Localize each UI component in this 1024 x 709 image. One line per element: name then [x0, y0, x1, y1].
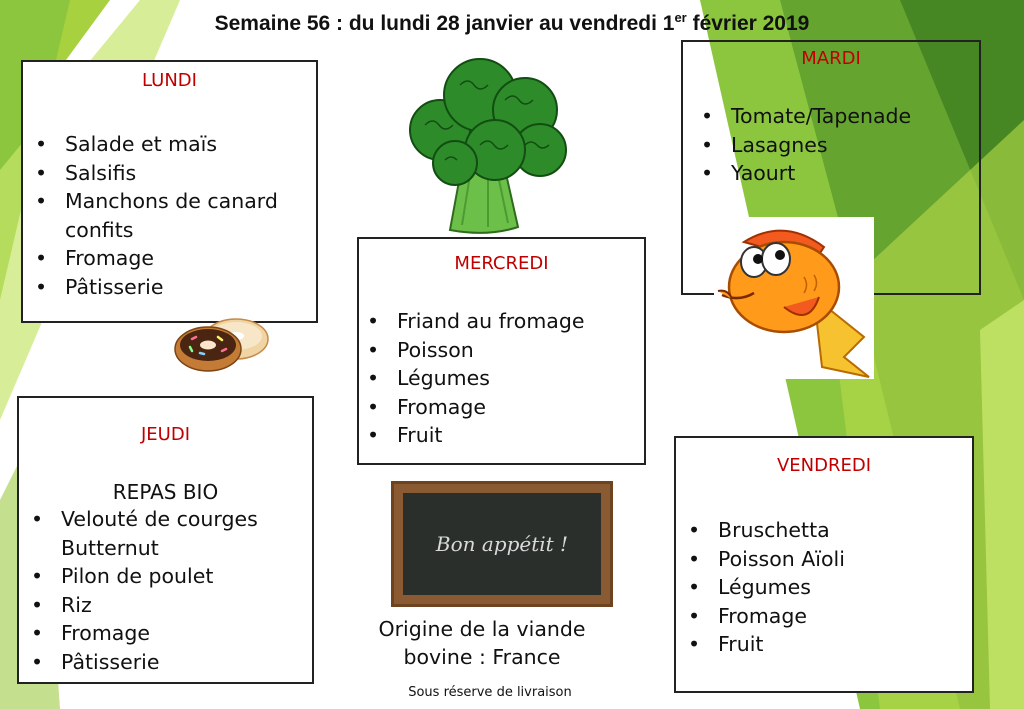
- blackboard-text: Bon appétit !: [403, 493, 601, 595]
- list-item: • Friand au fromage: [361, 307, 641, 336]
- list-item: • Poisson Aïoli: [682, 545, 962, 574]
- blackboard: [391, 481, 613, 607]
- list-item: • Tomate/Tapenade: [695, 102, 975, 131]
- list-item: • Fromage: [25, 619, 305, 648]
- mardi-menu-list: [695, 102, 975, 188]
- vendredi-box: [674, 436, 974, 693]
- day-label-lundi: LUNDI: [142, 70, 197, 91]
- list-item: • Riz: [25, 591, 305, 620]
- day-label-jeudi: JEUDI: [140, 424, 191, 445]
- list-item: • Salade et maïs: [29, 130, 309, 159]
- list-item: • Fromage: [682, 602, 962, 631]
- donut-icon: [172, 303, 272, 383]
- mercredi-menu-list: [361, 307, 641, 450]
- lundi-menu-list: [29, 130, 309, 301]
- list-item: • Légumes: [361, 364, 641, 393]
- mercredi-box: [357, 237, 646, 465]
- list-item: • Velouté de courges Butternut: [25, 505, 305, 562]
- repas-bio-heading: REPAS BIO: [112, 480, 219, 504]
- day-label-vendredi: VENDREDI: [776, 455, 872, 476]
- meat-origin-line1: Origine de la viande: [378, 617, 586, 641]
- list-item: • Yaourt: [695, 159, 975, 188]
- vendredi-menu-list: [682, 516, 962, 659]
- list-item: • Fromage: [29, 244, 309, 273]
- list-item: • Bruschetta: [682, 516, 962, 545]
- list-item: • Poisson: [361, 336, 641, 365]
- list-item: • Pilon de poulet: [25, 562, 305, 591]
- list-item: • Lasagnes: [695, 131, 975, 160]
- list-item: • Pâtisserie: [25, 648, 305, 677]
- list-item: • Fromage: [361, 393, 641, 422]
- broccoli-icon: [400, 55, 575, 235]
- list-item: • Fruit: [361, 421, 641, 450]
- list-item: • Salsifis: [29, 159, 309, 188]
- page-title: Semaine 56 : du lundi 28 janvier au vendredi 1er février 2019: [214, 10, 810, 35]
- day-label-mercredi: MERCREDI: [454, 253, 549, 274]
- day-label-mardi: MARDI: [801, 48, 861, 69]
- meat-origin-line2: bovine : France: [403, 645, 561, 669]
- lundi-box: [21, 60, 318, 323]
- delivery-note: Sous réserve de livraison: [408, 685, 572, 700]
- jeudi-menu-list: [25, 505, 305, 676]
- jeudi-box: [17, 396, 314, 684]
- list-item: • Légumes: [682, 573, 962, 602]
- list-item: • Manchons de canard confits: [29, 187, 309, 244]
- list-item: • Pâtisserie: [29, 273, 309, 302]
- fish-icon: [714, 217, 874, 379]
- list-item: • Fruit: [682, 630, 962, 659]
